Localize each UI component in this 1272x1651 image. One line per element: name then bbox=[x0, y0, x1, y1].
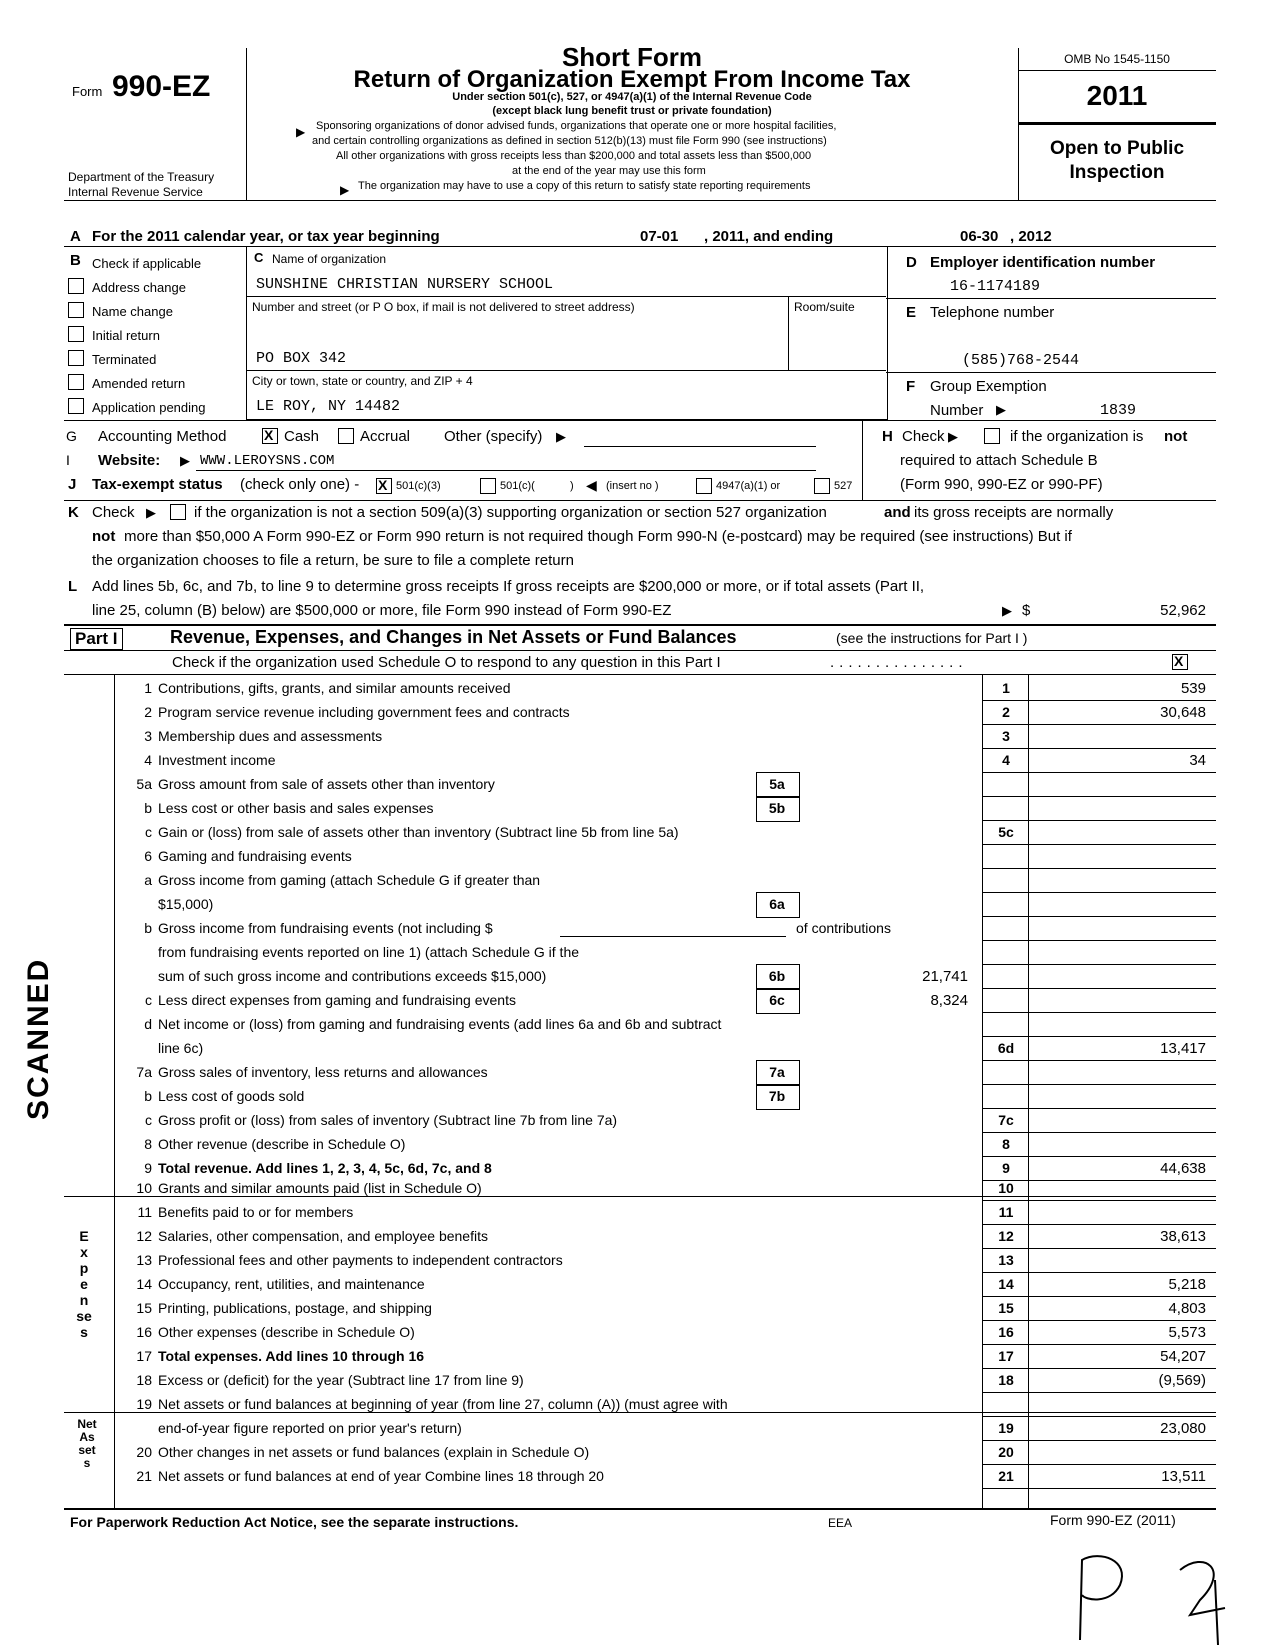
line-code: 18 bbox=[998, 1372, 1014, 1388]
org-name-field[interactable]: SUNSHINE CHRISTIAN NURSERY SCHOOL bbox=[256, 276, 554, 293]
line-code: 4 bbox=[1002, 752, 1010, 768]
part1-line bbox=[0, 1108, 1272, 1132]
street-label: Number and street (or P O box, if mail is not delivered to street address) bbox=[252, 300, 635, 314]
part1-line bbox=[0, 1368, 1272, 1392]
part1-line bbox=[0, 676, 1272, 700]
accounting-method-label: Accounting Method bbox=[98, 428, 227, 445]
group-number-label: Number bbox=[930, 402, 984, 419]
arrow-icon: ▶ bbox=[1002, 603, 1012, 618]
part1-line bbox=[0, 796, 1272, 820]
line-number: 7a bbox=[136, 1064, 152, 1080]
schedule-o-checkbox[interactable] bbox=[1172, 654, 1188, 670]
tax-exempt-status-label: Tax-exempt status bbox=[92, 476, 223, 493]
part1-line bbox=[0, 1200, 1272, 1224]
line-amount[interactable]: 5,573 bbox=[1168, 1324, 1206, 1341]
amended-return-label: Amended return bbox=[92, 376, 186, 391]
line-amount[interactable]: 13,417 bbox=[1160, 1040, 1206, 1057]
part1-line bbox=[0, 1296, 1272, 1320]
header-note2: and certain controlling organizations as defined in section 512(b)(13) must file Form 990 (see instructions) bbox=[312, 135, 827, 147]
line-h-text1: if the organization is bbox=[1010, 428, 1144, 445]
city-field[interactable]: LE ROY, NY 14482 bbox=[256, 398, 401, 415]
terminated-label: Terminated bbox=[92, 352, 157, 367]
line-number: 6 bbox=[144, 848, 152, 864]
line-number: c bbox=[145, 992, 152, 1008]
line-description: Program service revenue including government fees and contracts bbox=[158, 704, 570, 720]
form-title-short: Short Form bbox=[561, 42, 703, 72]
schedule-o-text: Check if the organization used Schedule O to respond to any question in this Part I bbox=[172, 654, 721, 671]
line-number: b bbox=[144, 920, 152, 936]
line-description: Professional fees and other payments to independent contractors bbox=[158, 1252, 563, 1268]
line-code: 21 bbox=[998, 1468, 1014, 1484]
line-number: 21 bbox=[136, 1468, 152, 1484]
line-number: 11 bbox=[137, 1204, 152, 1220]
address-change-label: Address change bbox=[92, 280, 186, 295]
line-extra-text: of contributions bbox=[796, 920, 891, 936]
line-code: 7c bbox=[998, 1112, 1014, 1128]
part1-line bbox=[0, 892, 1272, 916]
line-description: Total expenses. Add lines 10 through 16 bbox=[158, 1348, 425, 1364]
line-amount[interactable]: 38,613 bbox=[1160, 1228, 1206, 1245]
footer-paperwork: For Paperwork Reduction Act Notice, see the separate instructions. bbox=[70, 1514, 519, 1530]
line-description: Net assets or fund balances at end of year Combine lines 18 through 20 bbox=[158, 1468, 604, 1484]
line-number: 14 bbox=[136, 1276, 152, 1292]
line-l-text1: Add lines 5b, 6c, and 7b, to line 9 to determine gross receipts If gross receipts are $200,000 or more, or if total assets (Part II, bbox=[92, 578, 925, 595]
arrow-left-icon: ◀ bbox=[586, 477, 597, 493]
handwritten-signature bbox=[1040, 1540, 1240, 1650]
line-amount[interactable]: 23,080 bbox=[1160, 1420, 1206, 1437]
accrual-label: Accrual bbox=[360, 428, 411, 445]
line-number: 2 bbox=[144, 704, 152, 720]
cash-checkbox[interactable] bbox=[262, 428, 278, 444]
line-h-check: Check bbox=[902, 428, 945, 445]
line-description: Investment income bbox=[158, 752, 276, 768]
part1-line bbox=[0, 724, 1272, 748]
part1-line bbox=[0, 1464, 1272, 1488]
501c-label: 501(c)( bbox=[500, 480, 535, 492]
line-number: c bbox=[145, 1112, 152, 1128]
line-amount[interactable]: 4,803 bbox=[1168, 1300, 1206, 1317]
website-field[interactable]: WWW.LEROYSNS.COM bbox=[200, 453, 335, 469]
subline-code: 7a bbox=[769, 1064, 785, 1080]
address-change-checkbox[interactable] bbox=[68, 278, 84, 294]
line-description: Gross income from gaming (attach Schedule G if greater than bbox=[158, 872, 541, 888]
part1-line bbox=[0, 772, 1272, 796]
form-title-main: Return of Organization Exempt From Income Tax bbox=[353, 66, 911, 93]
line-number: 18 bbox=[136, 1372, 152, 1388]
part1-line bbox=[0, 1344, 1272, 1368]
line-number: 5a bbox=[136, 776, 152, 792]
name-change-checkbox[interactable] bbox=[68, 302, 84, 318]
line-description: Printing, publications, postage, and shipping bbox=[158, 1300, 432, 1316]
line-h-text3: (Form 990, 990-EZ or 990-PF) bbox=[900, 476, 1103, 493]
line-code: 1 bbox=[1002, 680, 1010, 696]
line-number: 13 bbox=[136, 1252, 152, 1268]
part1-line bbox=[0, 820, 1272, 844]
line-e-label: E bbox=[906, 304, 917, 321]
501c3-checkbox[interactable] bbox=[376, 478, 392, 494]
line-number: 8 bbox=[144, 1136, 152, 1152]
other-method-label: Other (specify) bbox=[444, 428, 543, 445]
org-name-label: Name of organization bbox=[272, 252, 387, 266]
501c-close: ) bbox=[570, 480, 574, 492]
line-number: b bbox=[144, 800, 152, 816]
line-k-text3: the organization chooses to file a return, be sure to file a complete return bbox=[92, 552, 574, 569]
line-number: d bbox=[144, 1016, 152, 1032]
line-description: Salaries, other compensation, and employee benefits bbox=[158, 1228, 488, 1244]
line-description: end-of-year figure reported on prior year's return) bbox=[158, 1420, 462, 1436]
tax-year-end-year: , 2012 bbox=[1010, 228, 1052, 245]
527-checkbox[interactable] bbox=[814, 478, 830, 494]
form-word: Form bbox=[72, 84, 103, 99]
open-public-line1: Open to Public bbox=[1049, 138, 1185, 159]
line-code: 14 bbox=[998, 1276, 1014, 1292]
part1-line bbox=[0, 1320, 1272, 1344]
line-description: Other changes in net assets or fund balances (explain in Schedule O) bbox=[158, 1444, 590, 1460]
ein-value[interactable]: 16-1174189 bbox=[950, 278, 1041, 295]
line-description: Benefits paid to or for members bbox=[158, 1204, 354, 1220]
line-code: 20 bbox=[998, 1444, 1014, 1460]
line-description: Net income or (loss) from gaming and fundraising events (add lines 6a and 6b and subtract bbox=[158, 1016, 722, 1032]
line-d-label: D bbox=[906, 254, 917, 271]
part1-line bbox=[0, 988, 1272, 1012]
part1-line bbox=[0, 1012, 1272, 1036]
line-k-text2: more than $50,000 A Form 990-EZ or Form 990 return is not required though Form 990-N (e-postcard) may be required (see instructions) But if bbox=[124, 528, 1072, 545]
part1-line bbox=[0, 844, 1272, 868]
arrow-icon: ▶ bbox=[948, 429, 958, 444]
footer-form-id: Form 990-EZ (2011) bbox=[1050, 1512, 1176, 1528]
form-subtitle2: (except black lung benefit trust or private foundation) bbox=[492, 105, 772, 117]
part1-line bbox=[0, 1272, 1272, 1296]
501c3-label: 501(c)(3) bbox=[396, 480, 441, 492]
4947-checkbox[interactable] bbox=[696, 478, 712, 494]
part1-line bbox=[0, 1084, 1272, 1108]
part1-line bbox=[0, 868, 1272, 892]
line-g-label: G bbox=[66, 428, 77, 444]
tax-year-end: 06-30 bbox=[960, 228, 999, 245]
line-description: Contributions, gifts, grants, and similar amounts received bbox=[158, 680, 511, 696]
phone-value[interactable]: (585)768-2544 bbox=[962, 352, 1080, 369]
line-b-title: Check if applicable bbox=[92, 256, 202, 271]
schedule-b-checkbox[interactable] bbox=[984, 428, 1000, 444]
line-h-label: H bbox=[882, 428, 893, 445]
subline-code: 6a bbox=[769, 896, 785, 912]
line-description: Gross amount from sale of assets other than inventory bbox=[158, 776, 495, 792]
part1-line bbox=[0, 1132, 1272, 1156]
line-code: 11 bbox=[998, 1204, 1014, 1220]
line-amount[interactable]: 54,207 bbox=[1160, 1348, 1206, 1365]
subline-code: 6c bbox=[769, 992, 785, 1008]
initial-return-label: Initial return bbox=[92, 328, 160, 343]
scanned-stamp: SCANNED bbox=[22, 957, 55, 1120]
subline-code: 7b bbox=[768, 1088, 786, 1104]
part1-line bbox=[0, 1416, 1272, 1440]
line-amount[interactable]: 539 bbox=[1180, 680, 1206, 697]
dept-line2: Internal Revenue Service bbox=[68, 185, 203, 199]
line-number: 10 bbox=[136, 1180, 152, 1196]
line-description: Excess or (deficit) for the year (Subtract line 17 from line 9) bbox=[158, 1372, 524, 1388]
line-code: 8 bbox=[1002, 1136, 1010, 1152]
line-amount[interactable]: (9,569) bbox=[1158, 1372, 1206, 1389]
application-pending-checkbox[interactable] bbox=[68, 398, 84, 414]
part1-line bbox=[0, 1440, 1272, 1464]
amended-return-checkbox[interactable] bbox=[68, 374, 84, 390]
part1-line bbox=[0, 1176, 1272, 1200]
line-k-and: and bbox=[884, 504, 911, 521]
gross-receipts-amount[interactable]: 52,962 bbox=[1160, 602, 1206, 619]
line-description: Net assets or fund balances at beginning of year (from line 27, column (A)) (must agree with bbox=[158, 1396, 728, 1412]
subline-amount[interactable]: 8,324 bbox=[930, 992, 968, 1009]
line-description: Gain or (loss) from sale of assets other than inventory (Subtract line 5b from line 5a) bbox=[158, 824, 679, 840]
tax-exempt-paren: (check only one) - bbox=[240, 476, 360, 493]
line-description: $15,000) bbox=[158, 896, 214, 912]
line-amount[interactable]: 34 bbox=[1189, 752, 1206, 769]
application-pending-label: Application pending bbox=[92, 400, 206, 415]
line-l-dollar: $ bbox=[1022, 602, 1031, 619]
501c-checkbox[interactable] bbox=[480, 478, 496, 494]
group-number-value[interactable]: 1839 bbox=[1100, 402, 1137, 419]
arrow-icon: ▶ bbox=[996, 402, 1006, 417]
arrow-icon: ▶ bbox=[296, 125, 306, 139]
name-change-label: Name change bbox=[92, 304, 173, 319]
header-note5: The organization may have to use a copy of this return to satisfy state reporting requirements bbox=[358, 180, 811, 192]
line-j-label: J bbox=[68, 476, 77, 493]
insert-no-label: (insert no ) bbox=[606, 480, 659, 492]
subline-code: 5a bbox=[769, 776, 785, 792]
arrow-icon: ▶ bbox=[556, 429, 566, 444]
subline-amount[interactable]: 21,741 bbox=[922, 968, 968, 985]
line-a-text: For the 2011 calendar year, or tax year beginning bbox=[92, 228, 440, 245]
line-description: Gaming and fundraising events bbox=[158, 848, 352, 864]
line-code: 10 bbox=[998, 1180, 1014, 1196]
line-amount[interactable]: 30,648 bbox=[1160, 704, 1206, 721]
line-number: 16 bbox=[136, 1324, 152, 1340]
line-i-label: I bbox=[66, 452, 70, 468]
line-number: 12 bbox=[136, 1228, 152, 1244]
line-amount[interactable]: 5,218 bbox=[1168, 1276, 1206, 1293]
part1-line bbox=[0, 916, 1272, 940]
line-number: 1 bbox=[144, 680, 152, 696]
line-number: 19 bbox=[136, 1396, 152, 1412]
line-description: Gross income from fundraising events (not including $ bbox=[158, 920, 493, 936]
part1-line bbox=[0, 940, 1272, 964]
omb-number: OMB No 1545-1150 bbox=[1064, 52, 1170, 66]
line-code: 17 bbox=[998, 1348, 1014, 1364]
line-code: 16 bbox=[998, 1324, 1014, 1340]
part1-title: Revenue, Expenses, and Changes in Net Assets or Fund Balances bbox=[170, 627, 737, 647]
dept-line1: Department of the Treasury bbox=[68, 170, 215, 184]
line-k-label: K bbox=[68, 504, 79, 521]
group-exemption-title: Group Exemption bbox=[930, 378, 1047, 395]
line-description: Less cost of goods sold bbox=[158, 1088, 305, 1104]
line-a-label: A bbox=[70, 228, 81, 245]
part1-line bbox=[0, 1392, 1272, 1416]
527-label: 527 bbox=[834, 480, 853, 492]
form-number: 990-EZ bbox=[112, 70, 211, 103]
line-number: 15 bbox=[136, 1300, 152, 1316]
line-l-text2: line 25, column (B) below) are $500,000 or more, file Form 990 instead of Form 990-EZ bbox=[92, 602, 672, 619]
line-k-not: not bbox=[92, 528, 116, 545]
room-suite-label: Room/suite bbox=[794, 300, 855, 314]
line-number: 20 bbox=[136, 1444, 152, 1460]
part1-line bbox=[0, 748, 1272, 772]
footer-eea: EEA bbox=[828, 1516, 853, 1530]
line-amount[interactable]: 44,638 bbox=[1160, 1160, 1206, 1177]
line-k-text1d: its gross receipts are normally bbox=[914, 504, 1114, 521]
street-field[interactable]: PO BOX 342 bbox=[256, 350, 347, 367]
line-description: Gross profit or (loss) from sales of inventory (Subtract line 7b from line 7a) bbox=[158, 1112, 618, 1128]
line-code: 12 bbox=[998, 1228, 1014, 1244]
line-code: 9 bbox=[1002, 1160, 1010, 1176]
line-number: 3 bbox=[144, 728, 152, 744]
line-h-text2: required to attach Schedule B bbox=[900, 452, 1098, 469]
tax-year-begin: 07-01 bbox=[640, 228, 679, 245]
accrual-checkbox[interactable] bbox=[338, 428, 354, 444]
net-assets-side-label: Net Assets bbox=[77, 1417, 97, 1470]
initial-return-checkbox[interactable] bbox=[68, 326, 84, 342]
line-k-text1: if the organization is not a section 509(a)(3) supporting organization or section 527 organization bbox=[194, 504, 827, 521]
part1-line bbox=[0, 1248, 1272, 1272]
schedule-o-leader: ............... bbox=[830, 654, 968, 671]
part1-title-note: (see the instructions for Part I ) bbox=[836, 630, 1028, 646]
line-number: c bbox=[145, 824, 152, 840]
line-a-mid: , 2011, and ending bbox=[704, 228, 834, 245]
line-amount[interactable]: 13,511 bbox=[1161, 1468, 1206, 1485]
part1-tag: Part I bbox=[70, 628, 123, 650]
line-description: Less cost or other basis and sales expenses bbox=[158, 800, 434, 816]
line-code: 15 bbox=[998, 1300, 1014, 1316]
subline-code: 6b bbox=[768, 968, 786, 984]
city-label: City or town, state or country, and ZIP + 4 bbox=[252, 374, 473, 388]
line-c-label: C bbox=[254, 250, 264, 265]
arrow-icon: ▶ bbox=[340, 183, 350, 197]
line-number: 4 bbox=[144, 752, 152, 768]
line-code: 19 bbox=[998, 1420, 1014, 1436]
line-description: Other revenue (describe in Schedule O) bbox=[158, 1136, 406, 1152]
line-k-checkbox[interactable] bbox=[170, 504, 186, 520]
line-description: Total revenue. Add lines 1, 2, 3, 4, 5c, 6d, 7c, and 8 bbox=[158, 1160, 492, 1176]
part1-line bbox=[0, 700, 1272, 724]
website-label: Website: bbox=[98, 452, 161, 469]
header-note4: at the end of the year may use this form bbox=[512, 165, 706, 177]
line-l-label: L bbox=[68, 578, 78, 595]
line-description: Grants and similar amounts paid (list in Schedule O) bbox=[158, 1180, 482, 1196]
line-f-label: F bbox=[906, 378, 916, 395]
phone-title: Telephone number bbox=[930, 304, 1055, 321]
line-code: 3 bbox=[1002, 728, 1010, 744]
line-number: 9 bbox=[144, 1160, 152, 1176]
4947-label: 4947(a)(1) or bbox=[716, 480, 781, 492]
part1-line bbox=[0, 1036, 1272, 1060]
line-description: sum of such gross income and contributions exceeds $15,000) bbox=[158, 968, 547, 984]
line-k-check: Check bbox=[92, 504, 135, 521]
arrow-icon: ▶ bbox=[146, 505, 156, 520]
line-description: line 6c) bbox=[158, 1040, 204, 1056]
ein-title: Employer identification number bbox=[930, 254, 1156, 271]
line-code: 6d bbox=[997, 1040, 1015, 1056]
open-public-line2: Inspection bbox=[1069, 162, 1165, 183]
line-code: 13 bbox=[998, 1252, 1014, 1268]
line-description: Less direct expenses from gaming and fundraising events bbox=[158, 992, 516, 1008]
line-code: 5c bbox=[998, 824, 1014, 840]
tax-year: 2011 bbox=[1086, 80, 1148, 111]
cash-label: Cash bbox=[284, 428, 320, 445]
part1-line bbox=[0, 1224, 1272, 1248]
line-description: Other expenses (describe in Schedule O) bbox=[158, 1324, 415, 1340]
line-description: Membership dues and assessments bbox=[158, 728, 383, 744]
part1-line bbox=[0, 964, 1272, 988]
subline-code: 5b bbox=[768, 800, 786, 816]
header-note1: Sponsoring organizations of donor advised funds, organizations that operate one or more hospital facilities, bbox=[316, 120, 837, 132]
form-subtitle1: Under section 501(c), 527, or 4947(a)(1) of the Internal Revenue Code bbox=[452, 91, 812, 103]
line-b-label: B bbox=[70, 252, 81, 269]
terminated-checkbox[interactable] bbox=[68, 350, 84, 366]
part1-line bbox=[0, 1060, 1272, 1084]
line-h-not: not bbox=[1164, 428, 1188, 445]
arrow-icon: ▶ bbox=[180, 453, 190, 468]
line-number: a bbox=[144, 872, 152, 888]
line-description: from fundraising events reported on line 1) (attach Schedule G if the bbox=[158, 944, 580, 960]
line-number: b bbox=[144, 1088, 152, 1104]
line-number: 17 bbox=[136, 1348, 152, 1364]
line-description: Occupancy, rent, utilities, and maintenance bbox=[158, 1276, 425, 1292]
expenses-side-label: Expenses bbox=[76, 1228, 92, 1340]
line-code: 2 bbox=[1002, 704, 1010, 720]
line-description: Gross sales of inventory, less returns and allowances bbox=[158, 1064, 488, 1080]
header-note3: All other organizations with gross receipts less than $200,000 and total assets less than $500,000 bbox=[336, 150, 812, 162]
